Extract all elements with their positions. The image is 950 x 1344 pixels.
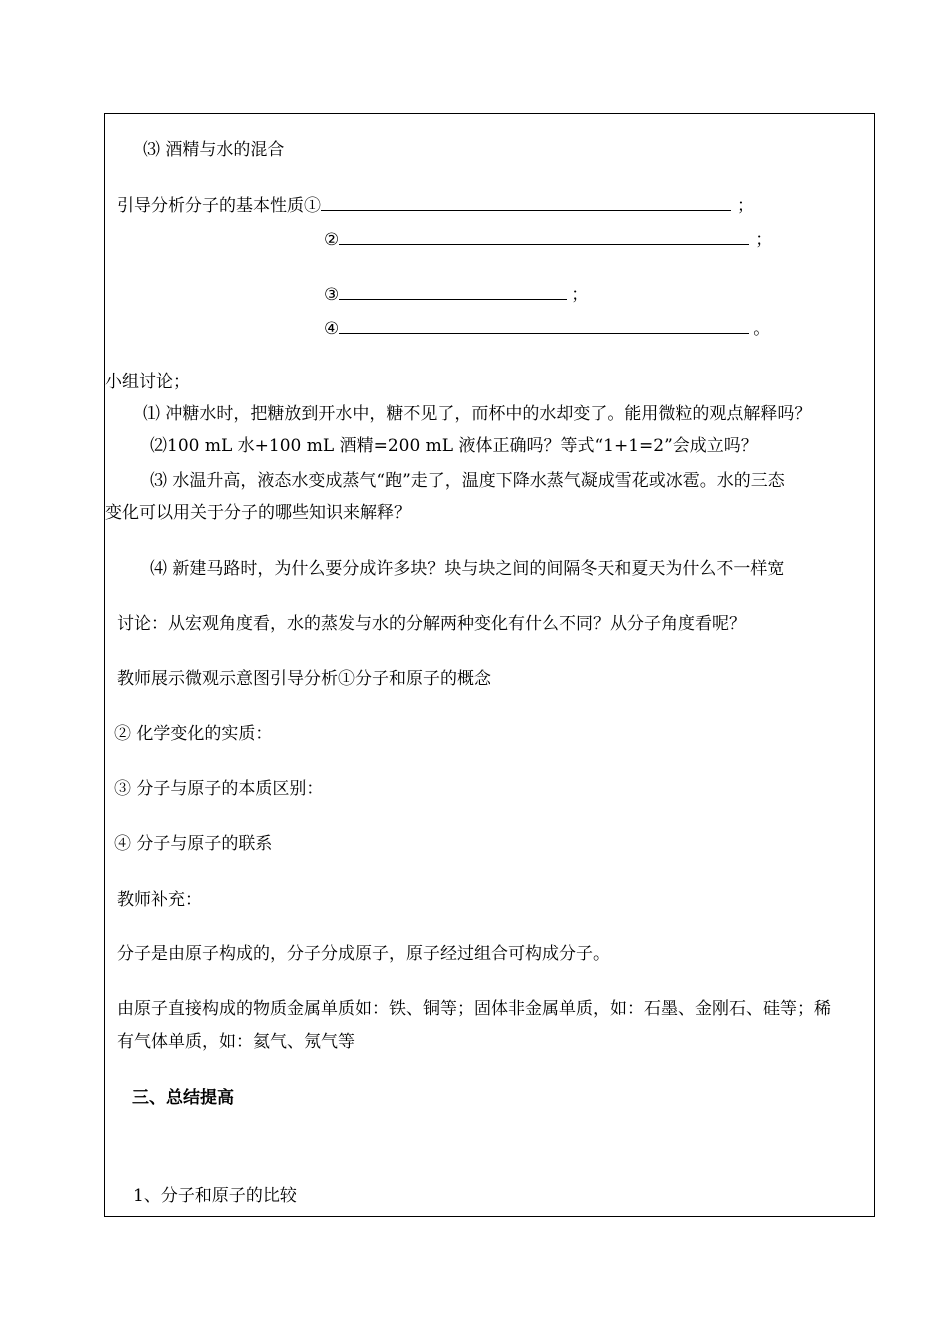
supplement-2-line-1: 由原子直接构成的物质金属单质如：铁、铜等；固体非金属单质，如：石墨、金刚石、硅等；稀 [117,999,831,1019]
blank-4[interactable] [339,316,749,334]
property-line-3 [324,282,588,306]
question-2: ⑵100 mL 水+100 mL 酒精=200 mL 液体正确吗？等式“1+1=2”会成立吗？ [150,436,758,456]
blank-1[interactable] [321,193,731,211]
blank-4-end: 。 [753,319,771,339]
blank-4-mark: ④ [324,319,340,339]
concept-4: ④ 分子与原子的联系 [114,834,273,854]
blank-1-mark: ① [304,196,321,216]
blank-2-mark: ② [324,230,340,250]
concept-3: ③ 分子与原子的本质区别： [114,779,324,799]
teacher-demo: 教师展示微观示意图引导分析①分子和原子的概念 [117,669,491,689]
property-line-2 [324,227,772,251]
blank-3-end: ； [571,285,589,305]
supplement-1: 分子是由原子构成的，分子分成原子，原子经过组合可构成分子。 [117,944,610,964]
supplement-2-line-2: 有气体单质，如：氦气、氖气等 [117,1032,355,1052]
blank-2-end: ； [755,230,773,250]
subheading-comparison: 1、分子和原子的比较 [133,1186,297,1206]
property-line-4 [324,316,770,340]
section-heading-summary: 三、总结提高 [132,1088,234,1108]
property-prompt [117,193,754,217]
blank-1-end: ； [737,196,754,216]
question-1: ⑴ 冲糖水时，把糖放到开水中，糖不见了，而杯中的水却变了。能用微粒的观点解释吗？ [143,404,812,424]
item-alcohol-water: ⑶ 酒精与水的混合 [143,140,285,160]
group-discussion-heading: 小组讨论； [105,372,190,392]
question-3-line-1: ⑶ 水温升高，液态水变成蒸气“跑”走了，温度下降水蒸气凝成雪花或冰雹。水的三态 [150,471,785,491]
concept-2: ② 化学变化的实质： [114,724,273,744]
discussion-prompt: 讨论：从宏观角度看，水的蒸发与水的分解两种变化有什么不同？从分子角度看呢？ [117,614,746,634]
teacher-supplement: 教师补充： [117,890,202,910]
question-3-line-2: 变化可以用关于分子的哪些知识来解释？ [105,503,411,523]
blank-2[interactable] [339,227,749,245]
blank-3[interactable] [339,282,567,300]
property-intro: 引导分析分子的基本性质 [117,196,304,216]
blank-3-mark: ③ [324,285,340,305]
question-4: ⑷ 新建马路时，为什么要分成许多块？块与块之间的间隔冬天和夏天为什么不一样宽 [150,559,785,579]
